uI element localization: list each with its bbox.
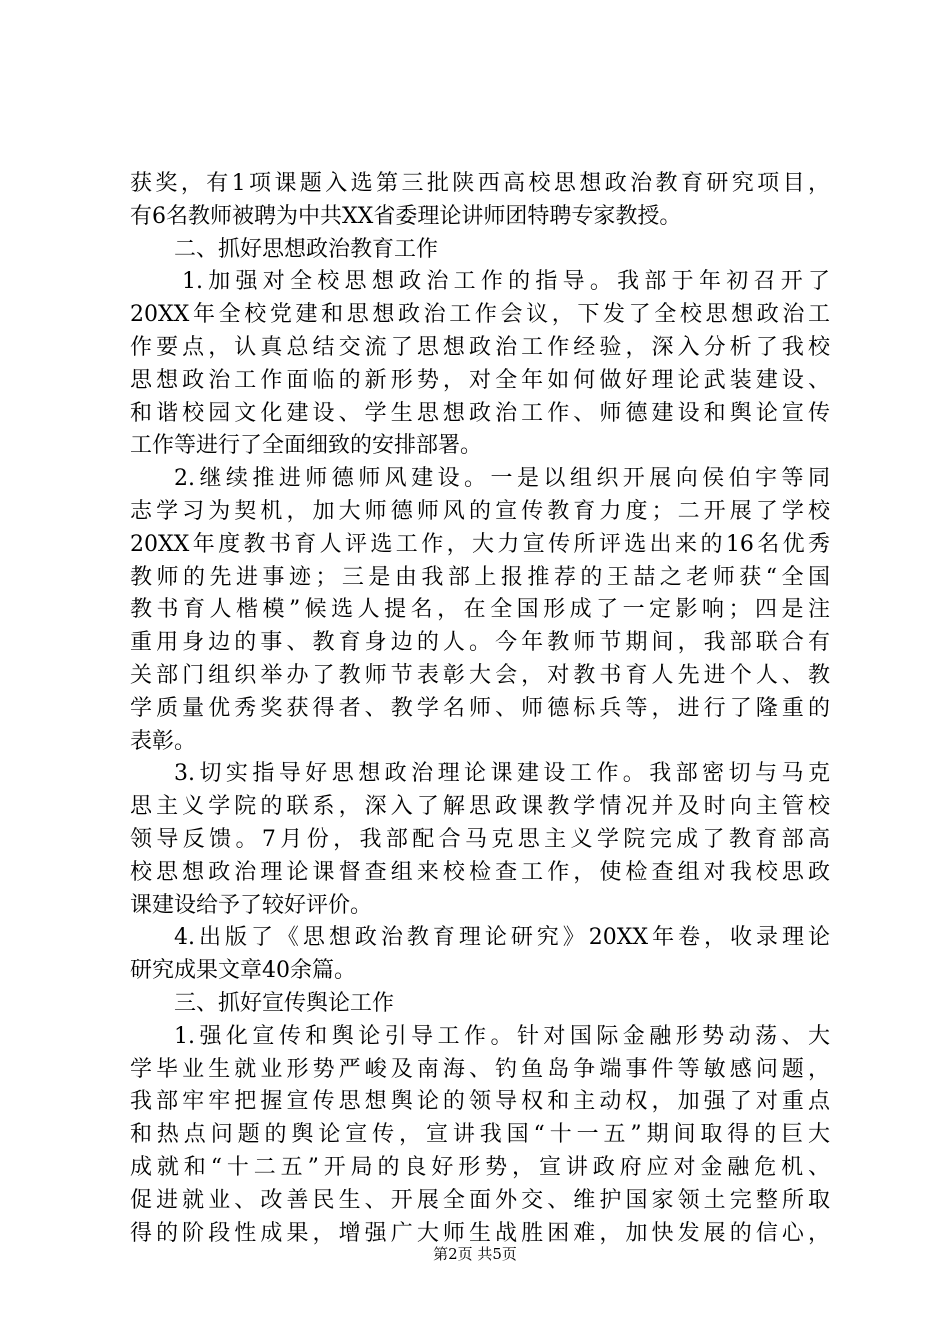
document-body: [130, 168, 830, 1250]
text-line: 工作等进行了全面细致的安排部署。: [130, 433, 483, 459]
page-footer: 第2页 共5页: [433, 1245, 517, 1263]
text-line: 1.强化宣传和舆论引导工作。针对国际金融形势动荡、大: [174, 1023, 830, 1049]
text-line: 思主义学院的联系，深入了解思政课教学情况并及时向主管校: [130, 794, 830, 820]
section-heading: 三、抓好宣传舆论工作: [174, 990, 395, 1016]
text-line: 1.加强对全校思想政治工作的指导。我部于年初召开了: [182, 269, 830, 295]
text-line: 学质量优秀奖获得者、教学名师、师德标兵等，进行了隆重的: [130, 695, 830, 721]
text-line: 20XX年全校党建和思想政治工作会议，下发了全校思想政治工: [130, 302, 830, 328]
text-line: 教师的先进事迹；三是由我部上报推荐的王喆之老师获“全国: [130, 564, 830, 590]
text-line: 获奖，有1项课题入选第三批陕西高校思想政治教育研究项目，: [130, 171, 830, 196]
text-line: 研究成果文章40余篇。: [130, 958, 356, 984]
text-line: 学毕业生就业形势严峻及南海、钓鱼岛争端事件等敏感问题，: [130, 1056, 830, 1082]
text-line: 作要点，认真总结交流了思想政治工作经验，深入分析了我校: [130, 334, 830, 360]
text-line: 4.出版了《思想政治教育理论研究》20XX年卷，收录理论: [174, 925, 830, 951]
text-line: 表彰。: [130, 728, 197, 754]
text-line: 关部门组织举办了教师节表彰大会，对教书育人先进个人、教: [130, 662, 830, 688]
text-line: 促进就业、改善民生、开展全面外交、维护国家领土完整所取: [130, 1187, 830, 1213]
text-line: 得的阶段性成果，增强广大师生战胜困难，加快发展的信心，: [130, 1220, 830, 1246]
text-line: 20XX年度教书育人评选工作，大力宣传所评选出来的16名优秀: [130, 531, 830, 557]
text-line: 成就和“十二五”开局的良好形势，宣讲政府应对金融危机、: [130, 1154, 830, 1180]
text-line: 我部牢牢把握宣传思想舆论的领导权和主动权，加强了对重点: [130, 1089, 830, 1115]
text-line: 2.继续推进师德师风建设。一是以组织开展向侯伯宇等同: [174, 466, 830, 492]
text-line: 校思想政治理论课督查组来校检查工作，使检查组对我校思政: [130, 859, 830, 885]
section-heading: 二、抓好思想政治教育工作: [174, 236, 439, 262]
text-line: 有6名教师被聘为中共XX省委理论讲师团特聘专家教授。: [130, 203, 682, 229]
text-line: 思想政治工作面临的新形势，对全年如何做好理论武装建设、: [130, 367, 830, 393]
text-line: 志学习为契机，加大师德师风的宣传教育力度；二开展了学校: [130, 498, 830, 524]
text-line: 3.切实指导好思想政治理论课建设工作。我部密切与马克: [174, 761, 830, 787]
text-line: 课建设给予了较好评价。: [130, 892, 373, 918]
text-line: 和谐校园文化建设、学生思想政治工作、师德建设和舆论宣传: [130, 400, 830, 426]
text-line: 领导反馈。7月份，我部配合马克思主义学院完成了教育部高: [130, 826, 830, 852]
text-line: 教书育人楷模”候选人提名，在全国形成了一定影响；四是注: [130, 597, 830, 623]
text-line: 重用身边的事、教育身边的人。今年教师节期间，我部联合有: [130, 630, 830, 656]
text-line: 和热点问题的舆论宣传，宣讲我国“十一五”期间取得的巨大: [130, 1122, 830, 1148]
